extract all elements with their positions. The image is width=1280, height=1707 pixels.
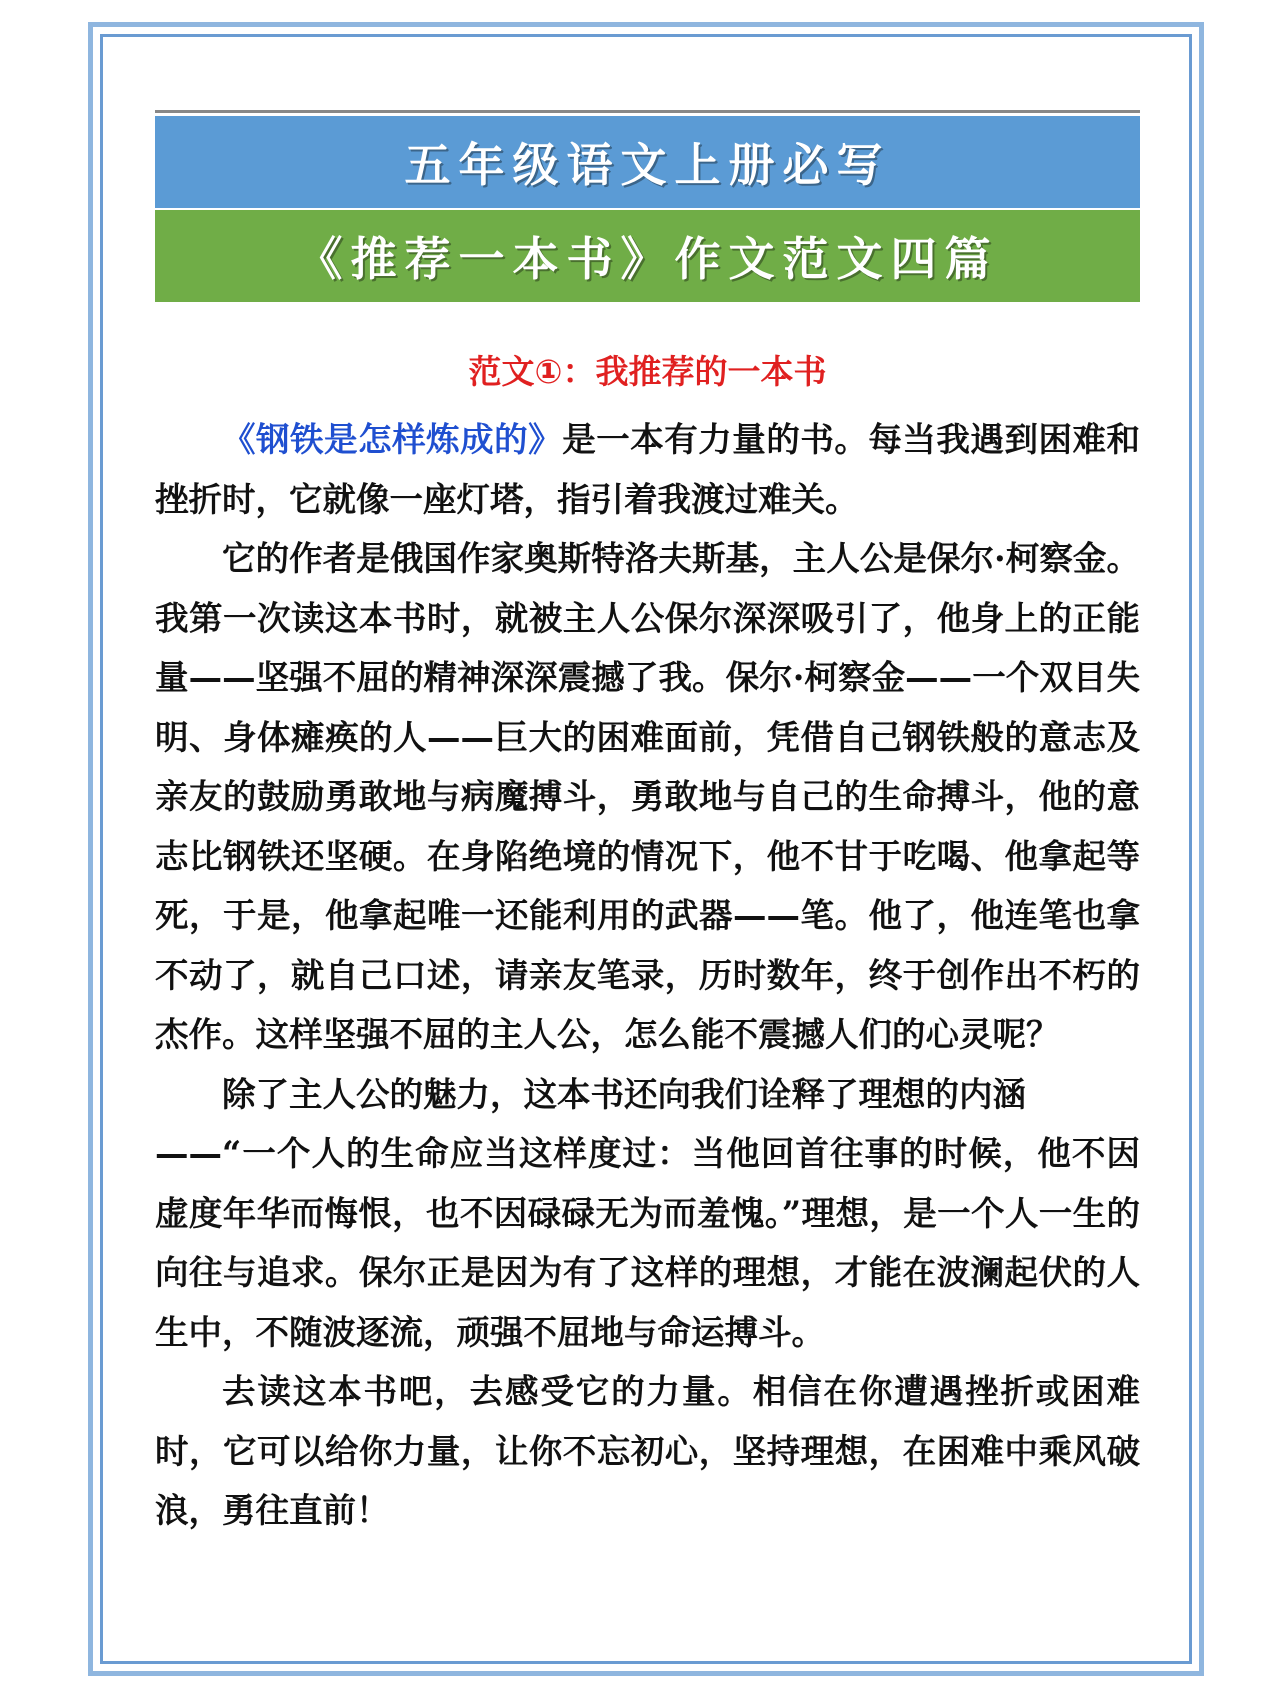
essay-paragraph-3: 除了主人公的魅力，这本书还向我们诠释了理想的内涵 [222,1074,1026,1114]
essay-body [155,410,1140,1541]
essay-paragraph-1 [155,410,1140,529]
title-banner-line1: 五年级语文上册必写 [155,116,1140,208]
essay-paragraph-2: 它的作者是俄国作家奥斯特洛夫斯基，主人公是保尔·柯察金。我第一次读这本书时，就被主人公保尔深深吸引了，他身上的正能量——坚强不屈的精神深深震撼了我。保尔·柯察金——一个双目失明、身体瘫痪的人——巨大的困难面前，凭借自己钢铁般的意志及亲友的鼓励勇敢地与病魔搏斗，勇敢地与自己的生命搏斗，他的意志比钢铁还坚硬。在身陷绝境的情况下，他不甘于吃喝、他拿起等死，于是，他拿起唯一还能利用的武器——笔。他了，他连笔也拿不动了，就自己口述，请亲友笔录，历时数年，终于创作出不朽的杰作。这样坚强不屈的主人公，怎么能不震撼人们的心灵呢？ [155,539,1140,1054]
title-banner-line2: 《推荐一本书》作文范文四篇 [155,210,1140,302]
essay-paragraph-4: 去读这本书吧，去感受它的力量。相信在你遭遇挫折或困难时，它可以给你力量，让你不忘初心，坚持理想，在困难中乘风破浪，勇往直前！ [155,1372,1140,1530]
essay-subtitle: 范文①：我推荐的一本书 [468,352,827,391]
paragraph-1-text: 是一本有力量的书。每当我遇到困难和挫折时，它就像一座灯塔，指引着我渡过难关。 [155,420,1141,519]
header-rule [155,110,1140,113]
book-title: 《钢铁是怎样炼成的》 [222,420,563,459]
essay-paragraph-3-continued: ——“一个人的生命应当这样度过：当他回首往事的时候，他不因虚度年华而悔恨，也不因碌碌无为而羞愧。”理想，是一个人一生的向往与追求。保尔正是因为有了这样的理想，才能在波澜起伏的人生中，不随波逐流，顽强不屈地与命运搏斗。 [155,1134,1140,1352]
